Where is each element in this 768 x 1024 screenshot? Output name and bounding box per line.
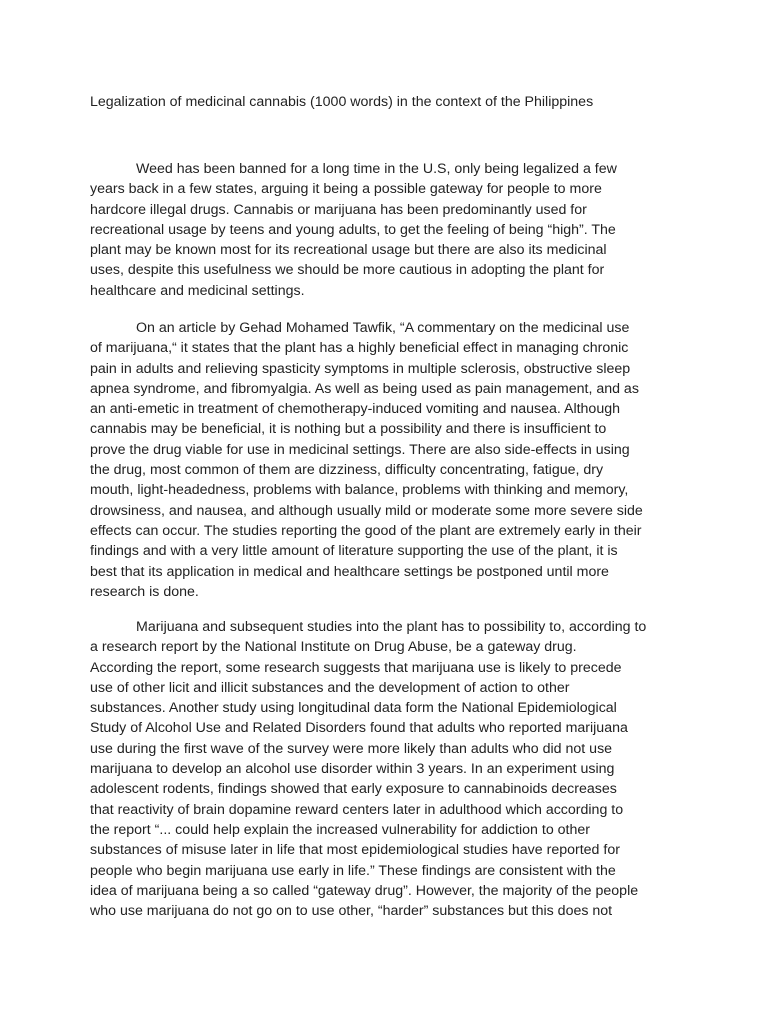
paragraph-line: Weed has been banned for a long time in the U.S, only being legalized a few (136, 161, 617, 177)
paragraph-line: hardcore illegal drugs. Cannabis or marijuana has been predominantly used for (90, 201, 587, 218)
paragraph-line: research is done. (90, 583, 199, 600)
paragraph-line: idea of marijuana being a so called “gateway drug”. However, the majority of the people (90, 882, 639, 899)
paragraph-line: substances. Another study using longitudinal data form the National Epidemiological (90, 700, 617, 717)
paragraph-line: use of other licit and illicit substances and the development of action to other (90, 679, 570, 696)
document-title: Legalization of medicinal cannabis (1000 words) in the context of the Philippines (90, 94, 594, 110)
paragraph-line: drowsiness, and nausea, and although usually mild or moderate some more severe side (90, 502, 643, 519)
paragraph-line: people who begin marijuana use early in life.” These findings are consistent with the (90, 862, 616, 879)
paragraph-line: of marijuana,“ it states that the plant has a highly beneficial effect in managing chronic (90, 340, 629, 357)
paragraph-line: adolescent rodents, findings showed that early exposure to cannabinoids decreases (90, 781, 617, 798)
paragraph-line: Study of Alcohol Use and Related Disorders found that adults who reported marijuana (90, 720, 628, 737)
paragraph-line: effects can occur. The studies reporting the good of the plant are extremely early in their (90, 522, 642, 539)
paragraph-line: that reactivity of brain dopamine reward centers later in adulthood which according to (90, 801, 624, 818)
paragraph-line: who use marijuana do not go on to use other, “harder” substances but this does not (90, 903, 613, 920)
paragraph-line: apnea syndrome, and fibromyalgia. As well as being used as pain management, and as (90, 380, 639, 397)
paragraph-line: best that its application in medical and healthcare settings be postponed until more (90, 563, 609, 580)
paragraph-line: plant may be known most for its recreational usage but there are also its medicinal (90, 242, 607, 259)
paragraph-line: the drug, most common of them are dizziness, difficulty concentrating, fatigue, dry (90, 462, 604, 479)
paragraph-line: uses, despite this usefulness we should be more cautious in adopting the plant for (90, 262, 605, 279)
paragraph-line: prove the drug viable for use in medicinal settings. There are also side-effects in using (90, 441, 630, 458)
paragraph-line: Marijuana and subsequent studies into the plant has to possibility to, according to (136, 619, 647, 635)
paragraph-line: mouth, light-headedness, problems with balance, problems with thinking and memory, (90, 482, 629, 499)
paragraph-line: recreational usage by teens and young adults, to get the feeling of being “high”. The (90, 221, 616, 238)
paragraph-line: healthcare and medicinal settings. (90, 282, 305, 299)
paragraph-2 (90, 318, 680, 602)
paragraph-line: use during the first wave of the survey were more likely than adults who did not use (90, 740, 613, 757)
paragraph-line: the report “... could help explain the increased vulnerability for addiction to other (90, 821, 591, 838)
paragraph-line: pain in adults and relieving spasticity symptoms in multiple sclerosis, obstructive sleep (90, 360, 631, 377)
paragraph-line: findings and with a very little amount of literature supporting the use of the plant, it is (90, 543, 618, 560)
paragraph-line: an anti-emetic in treatment of chemotherapy-induced vomiting and nausea. Although (90, 401, 620, 418)
paragraph-line: a research report by the National Institute on Drug Abuse, be a gateway drug. (90, 639, 577, 656)
paragraph-line: On an article by Gehad Mohamed Tawfik, “A commentary on the medicinal use (136, 320, 630, 336)
paragraph-line: cannabis may be beneficial, it is nothing but a possibility and there is insufficient to (90, 421, 607, 438)
paragraph-1 (90, 159, 680, 301)
paragraph-line: substances of misuse later in life that most epidemiological studies have reported for (90, 842, 620, 859)
paragraph-3 (90, 617, 680, 921)
paragraph-line: According the report, some research suggests that marijuana use is likely to precede (90, 659, 622, 676)
paragraph-line: years back in a few states, arguing it being a possible gateway for people to more (90, 181, 602, 198)
paragraph-line: marijuana to develop an alcohol use disorder within 3 years. In an experiment using (90, 761, 615, 778)
